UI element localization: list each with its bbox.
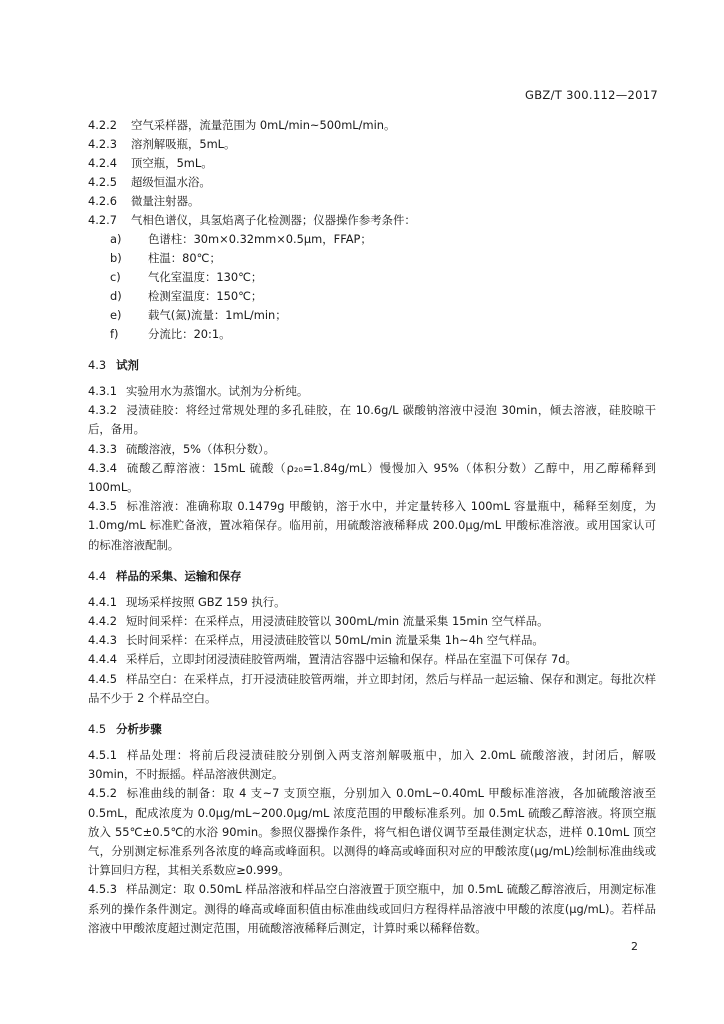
clause-paragraph	[88, 631, 656, 650]
list-item	[88, 173, 656, 192]
section-heading	[88, 720, 656, 739]
clause-paragraph	[88, 746, 656, 784]
condition-label: f)	[110, 327, 119, 341]
doc-code: GBZ/T 300.112—2017	[525, 88, 658, 102]
list-item	[88, 135, 656, 154]
clause-number: 4.2.3	[88, 137, 117, 151]
clause-number: 4.3.5	[88, 499, 117, 514]
section-number: 4.4	[88, 568, 107, 583]
condition-label: c)	[110, 270, 121, 284]
clause-number: 4.2.6	[88, 194, 117, 208]
clause-number: 4.5.3	[88, 882, 117, 897]
condition-text: 色谱柱：30m×0.32mm×0.5μm，FFAP；	[148, 232, 372, 246]
condition-text: 柱温：80℃；	[148, 251, 221, 265]
clause-text: 浸渍硅胶：将经过常规处理的多孔硅胶，在 10.6g/L 碳酸钠溶液中浸泡 30min，倾去溶液，硅胶晾干后，备用。	[88, 403, 656, 437]
clause-text: 样品处理：将前后段浸渍硅胶分别倒入两支溶剂解吸瓶中，加入 2.0mL 硫酸溶液，封闭后，解吸 30min，不时振摇。样品溶液供测定。	[88, 748, 656, 782]
clause-number: 4.3.2	[88, 403, 117, 418]
clause-text: 现场采样按照 GBZ 159 执行。	[125, 594, 286, 609]
clause-text: 顶空瓶，5mL。	[131, 156, 213, 170]
clause-number: 4.5.1	[88, 748, 117, 763]
condition-text: 检测室温度：150℃；	[148, 289, 263, 303]
clause-number: 4.4.5	[88, 671, 117, 686]
clause-paragraph	[88, 382, 656, 401]
clause-paragraph	[88, 440, 656, 459]
clause-text: 长时间采样：在采样点，用浸渍硅胶管以 50mL/min 流量采集 1h~4h 空气样品。	[125, 633, 544, 648]
list-item	[88, 211, 656, 230]
clause-text: 采样后，立即封闭浸渍硅胶管两端，置清洁容器中运输和保存。样品在室温下可保存 7d。	[125, 652, 577, 667]
clause-text: 样品空白：在采样点，打开浸渍硅胶管两端，并立即封闭，然后与样品一起运输、保存和测定。每批次样品不少于 2 个样品空白。	[88, 671, 656, 705]
section-number: 4.3	[88, 358, 107, 372]
condition-text: 载气(氮)流量：1mL/min；	[148, 308, 287, 322]
clause-number: 4.2.7	[88, 213, 117, 227]
clause-number: 4.2.5	[88, 175, 117, 189]
condition-text: 气化室温度：130℃；	[148, 270, 263, 284]
page-number: 2	[631, 940, 638, 953]
section-title: 分析步骤	[116, 722, 162, 737]
clause-paragraph	[88, 497, 656, 555]
clause-text: 超级恒温水浴。	[131, 175, 211, 189]
clause-number: 4.4.2	[88, 614, 117, 629]
section-number: 4.5	[88, 722, 107, 737]
clause-text: 样品测定：取 0.50mL 样品溶液和样品空白溶液置于顶空瓶中，加 0.5mL 硫酸乙醇溶液后，用测定标准系列的操作条件测定。测得的峰高或峰面积值由标准曲线或回归方程得样品溶液中甲酸的浓度(μg/mL)。若样品溶液中甲酸浓度超过测定范围，用硫酸溶液稀释后测定，计算时乘以稀释倍数。	[88, 882, 656, 935]
clause-number: 4.2.4	[88, 156, 117, 170]
clause-text: 溶剂解吸瓶，5mL。	[131, 137, 236, 151]
clause-paragraph	[88, 612, 656, 631]
clause-number: 4.3.3	[88, 441, 117, 456]
clause-text: 标准溶液：准确称取 0.1479g 甲酸钠，溶于水中，并定量转移入 100mL 容量瓶中，稀释至刻度，为 1.0mg/mL 标准贮备液，置冰箱保存。临用前，用硫酸溶液稀释成 200.0μg/mL 甲酸标准溶液。或用国家认可的标准溶液配制。	[88, 499, 656, 552]
clause-number: 4.3.4	[88, 460, 117, 475]
condition-item	[88, 249, 656, 268]
clause-text: 硫酸溶液，5%（体积分数）。	[125, 441, 276, 456]
clause-number: 4.4.3	[88, 633, 117, 648]
condition-item	[88, 268, 656, 287]
condition-label: e)	[110, 308, 122, 322]
clause-text: 空气采样器，流量范围为 0mL/min~500mL/min。	[131, 118, 396, 132]
page-content	[88, 116, 656, 938]
clause-number: 4.2.2	[88, 118, 117, 132]
clause-paragraph	[88, 880, 656, 938]
condition-item	[88, 230, 656, 249]
clause-text: 气相色谱仪，具氢焰离子化检测器；仪器操作参考条件：	[131, 213, 416, 227]
section-heading	[88, 567, 656, 586]
clause-number: 4.3.1	[88, 384, 117, 398]
list-item	[88, 116, 656, 135]
condition-text: 分流比：20:1。	[148, 327, 231, 341]
clause-text: 标准曲线的制备：取 4 支~7 支顶空瓶，分别加入 0.0mL~0.40mL 甲酸标准溶液，各加硫酸溶液至 0.5mL，配成浓度为 0.0μg/mL~200.0μg/mL 浓度范围的甲酸标准系列。加 0.5mL 硫酸乙醇溶液。将顶空瓶放入 55℃±0.5℃的水浴 90min。参照仪器操作条件，将气相色谱仪调节至最佳测定状态，进样 0.10mL 顶空气，分别测定标准系列各浓度的峰高或峰面积。以测得的峰高或峰面积对应的甲酸浓度(μg/mL)绘制标准曲线或计算回归方程，其相关系数应≥0.999。	[88, 786, 656, 878]
clause-number: 4.5.2	[88, 786, 117, 801]
condition-label: d)	[110, 289, 122, 303]
list-item	[88, 154, 656, 173]
clause-paragraph	[88, 784, 656, 880]
section-heading	[88, 356, 656, 375]
section-title: 样品的采集、运输和保存	[116, 568, 242, 583]
list-item	[88, 192, 656, 211]
clause-paragraph	[88, 593, 656, 612]
clause-paragraph	[88, 401, 656, 439]
condition-label: b)	[110, 251, 122, 265]
condition-label: a)	[110, 232, 122, 246]
condition-item	[88, 287, 656, 306]
section-title: 试剂	[116, 358, 139, 372]
clause-text: 实验用水为蒸馏水。试剂为分析纯。	[125, 384, 309, 398]
condition-item	[88, 306, 656, 325]
clause-paragraph	[88, 459, 656, 497]
clause-text: 硫酸乙醇溶液：15mL 硫酸（ρ₂₀=1.84g/mL）慢慢加入 95%（体积分数）乙醇中，用乙醇稀释到 100mL。	[88, 460, 656, 495]
clause-number: 4.4.4	[88, 652, 117, 667]
clause-paragraph	[88, 670, 656, 708]
condition-item	[88, 325, 656, 344]
clause-text: 短时间采样：在采样点，用浸渍硅胶管以 300mL/min 流量采集 15min 空气样品。	[125, 614, 549, 629]
clause-text: 微量注射器。	[131, 194, 200, 208]
clause-paragraph	[88, 650, 656, 669]
clause-number: 4.4.1	[88, 594, 117, 609]
